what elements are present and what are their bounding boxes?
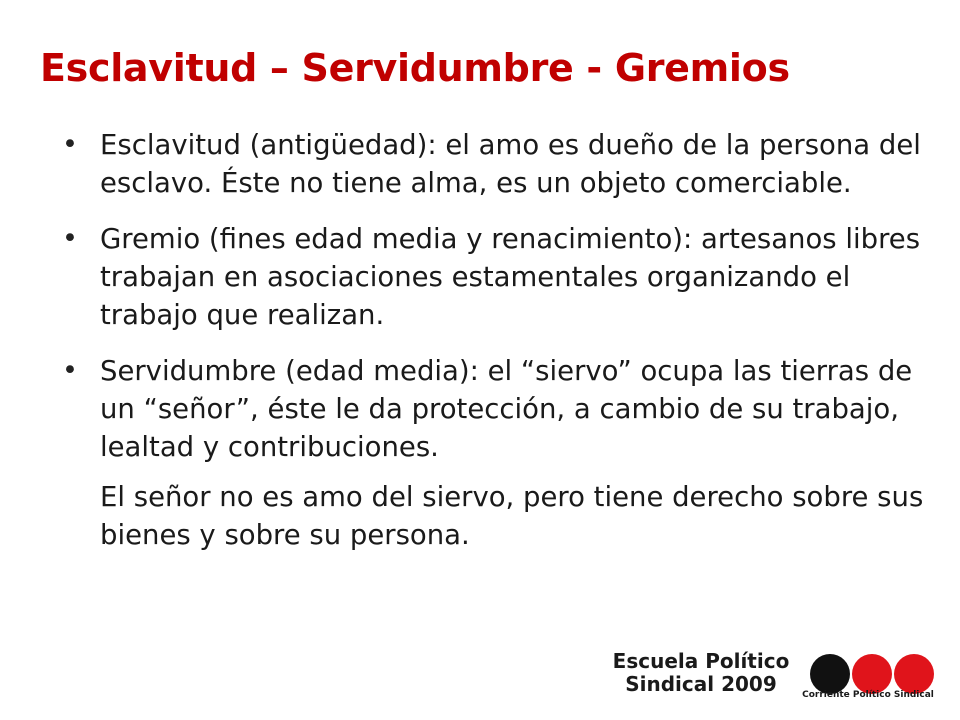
school-logo (596, 650, 936, 710)
logo-circle-red (894, 654, 934, 694)
logo-circle-black (810, 654, 850, 694)
bullet-marker: • (62, 355, 78, 386)
bullet-marker: • (62, 223, 78, 254)
logo-circle-red (852, 654, 892, 694)
continuation-paragraph: El señor no es amo del siervo, pero tiene derecho sobre sus bienes y sobre su persona. (100, 481, 924, 551)
bullet-text-servidumbre: Servidumbre (edad media): el “siervo” ocupa las tierras de un “señor”, éste le da protección, a cambio de su trabajo, lealtad y contribuciones. (100, 355, 913, 463)
bullet-text-gremio: Gremio (fines edad media y renacimiento): artesanos libres trabajan en asociaciones estamentales organizando el trabajo que realizan. (100, 223, 921, 331)
slide-title: Esclavitud – Servidumbre - Gremios (40, 46, 790, 90)
logo-line-2: Sindical 2009 (625, 672, 777, 696)
bullet-text-esclavitud: Esclavitud (antigüedad): el amo es dueño de la persona del esclavo. Éste no tiene alma, es un objeto comerciable. (100, 129, 921, 199)
logo-line-1: Escuela Político (612, 649, 790, 673)
logo-school-name (596, 650, 806, 696)
bullet-marker: • (62, 129, 78, 160)
bullet-item (62, 352, 932, 466)
logo-caption: Corriente Político Sindical (802, 690, 934, 700)
slide-content (62, 126, 932, 554)
bullet-item (62, 220, 932, 334)
bullet-item (62, 126, 932, 202)
